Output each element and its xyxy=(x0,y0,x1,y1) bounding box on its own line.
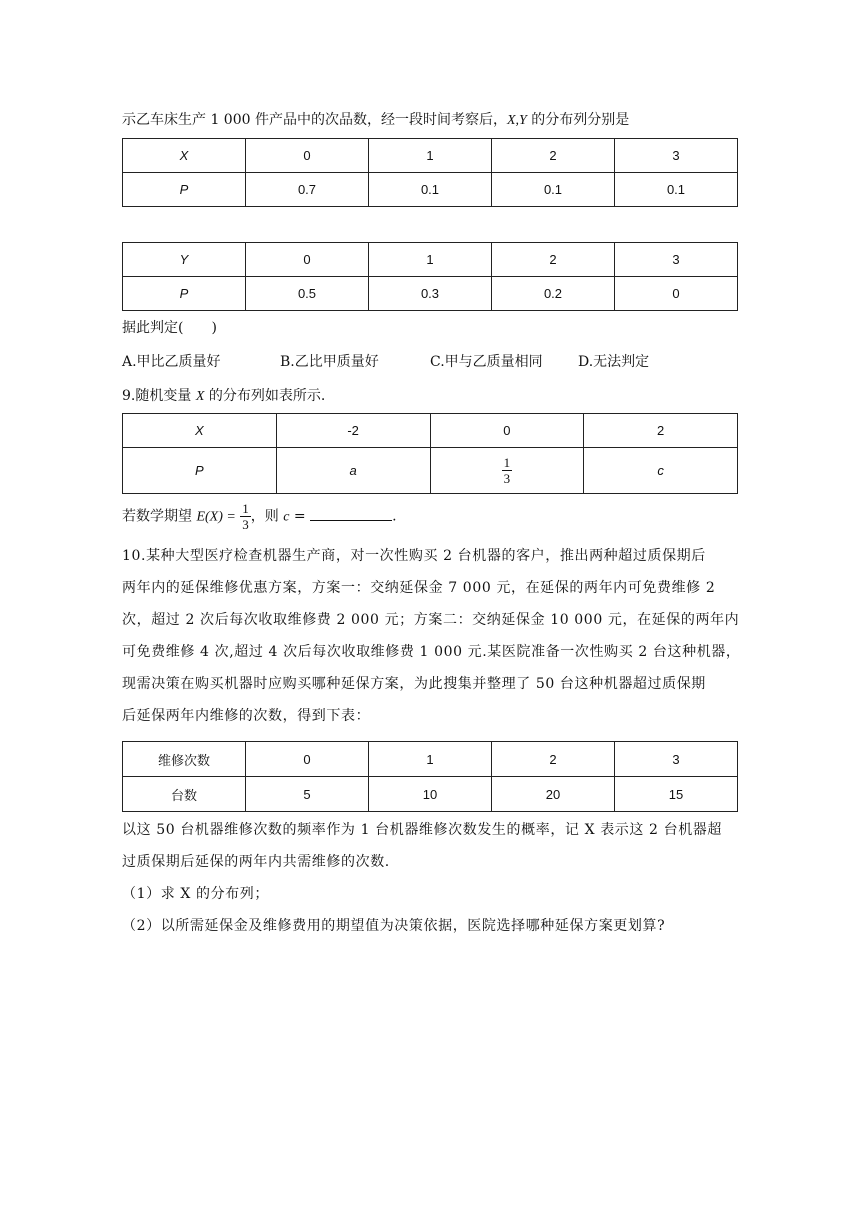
q10-line: 可免费维修 4 次,超过 4 次后每次收取维修费 1 000 元.某医院准备一次性购买 2 台这种机器， xyxy=(122,644,741,660)
intro-tail: 的分布列分别是 xyxy=(526,112,630,128)
table-cell: 0 xyxy=(246,139,369,173)
q10-sub2: （2）以所需延保金及维修费用的期望值为决策依据，医院选择哪种延保方案更划算? xyxy=(122,918,666,934)
table-cell: 2 xyxy=(492,139,615,173)
period: . xyxy=(392,508,397,525)
option-a: A.甲比乙质量好 xyxy=(122,354,221,370)
answer-blank[interactable] xyxy=(310,506,392,521)
table-cell: P xyxy=(123,277,246,311)
table-cell: 10 xyxy=(369,777,492,812)
table-cell: P xyxy=(123,173,246,207)
fraction-numerator: 1 xyxy=(503,455,511,470)
table-cell: 5 xyxy=(246,777,369,812)
table-row xyxy=(123,243,738,277)
option-c: C.甲与乙质量相同 xyxy=(430,354,543,370)
table-row xyxy=(123,742,738,777)
q9-table xyxy=(122,413,738,494)
table-cell: 0 xyxy=(246,243,369,277)
q9-suffix: 的分布列如表所示. xyxy=(204,388,326,404)
table-cell: X xyxy=(123,139,246,173)
fraction-denominator: 3 xyxy=(242,517,249,532)
table-row xyxy=(123,448,738,494)
table-cell: 0 xyxy=(430,414,584,448)
table-cell: P xyxy=(123,448,277,494)
table-cell: 3 xyxy=(615,742,738,777)
table-row xyxy=(123,277,738,311)
intro-text: 示乙车床生产 1 000 件产品中的次品数，经一段时间考察后， xyxy=(122,112,507,128)
q10-line: 现需决策在购买机器时应购买哪种延保方案，为此搜集并整理了 50 台这种机器超过质保期 xyxy=(122,676,706,692)
q10-line: 后延保两年内维修的次数，得到下表： xyxy=(122,708,371,724)
table-cell: 0.1 xyxy=(492,173,615,207)
q10-line: 过质保期后延保的两年内共需维修的次数. xyxy=(122,854,390,870)
exp-math: E(X) = xyxy=(196,509,236,525)
table-cell: 1 xyxy=(369,243,492,277)
table-cell: 0.3 xyxy=(369,277,492,311)
table-cell: 0.2 xyxy=(492,277,615,311)
table-cell: 0.1 xyxy=(615,173,738,207)
exp-then: ，则 xyxy=(250,508,284,525)
distribution-table-y xyxy=(122,242,738,311)
table-cell: a xyxy=(276,448,430,494)
table-cell: 0.7 xyxy=(246,173,369,207)
table-cell: 3 xyxy=(615,139,738,173)
q10-sub1: （1）求 X 的分布列； xyxy=(122,886,269,902)
table-cell: 0 xyxy=(246,742,369,777)
table-row xyxy=(123,414,738,448)
table-cell: 2 xyxy=(584,414,738,448)
table-cell xyxy=(430,448,584,494)
table-cell: 0.1 xyxy=(369,173,492,207)
fraction xyxy=(240,501,251,532)
option-b: B.乙比甲质量好 xyxy=(280,354,379,370)
fraction-numerator: 1 xyxy=(242,501,249,516)
table-cell: c xyxy=(584,448,738,494)
q9-stem xyxy=(122,386,325,407)
table-cell: 0 xyxy=(615,277,738,311)
q10-after xyxy=(122,814,722,942)
table-row xyxy=(123,777,738,812)
option-d: D.无法判定 xyxy=(578,354,650,370)
q9-expectation xyxy=(122,501,397,533)
intro-math: X,Y xyxy=(506,113,527,128)
exp-prefix: 若数学期望 xyxy=(122,508,197,525)
table-cell: 15 xyxy=(615,777,738,812)
equals-sign: = xyxy=(289,508,311,525)
table-cell: Y xyxy=(123,243,246,277)
distribution-table-x xyxy=(122,138,738,207)
fraction xyxy=(502,455,513,486)
q9-prefix: 9.随机变量 xyxy=(122,388,196,404)
table-cell: 2 xyxy=(492,742,615,777)
judge-line: 据此判定( ) xyxy=(122,320,217,336)
table-row xyxy=(123,139,738,173)
c-var: c xyxy=(283,509,290,525)
table-cell: X xyxy=(123,414,277,448)
table-cell: 台数 xyxy=(123,777,246,812)
fraction-denominator: 3 xyxy=(503,471,511,486)
table-cell: 1 xyxy=(369,139,492,173)
intro-line xyxy=(122,110,629,131)
q10-stem xyxy=(122,540,741,732)
q10-line: 次，超过 2 次后每次收取维修费 2 000 元；方案二：交纳延保金 10 000 元，在延保的两年内 xyxy=(122,612,740,628)
q10-table xyxy=(122,741,738,812)
table-cell: 20 xyxy=(492,777,615,812)
q9-var: X xyxy=(195,389,205,404)
table-row xyxy=(123,173,738,207)
table-cell: 维修次数 xyxy=(123,742,246,777)
q10-line: 两年内的延保维修优惠方案，方案一：交纳延保金 7 000 元，在延保的两年内可免费维修 2 xyxy=(122,580,716,596)
q10-line: 以这 50 台机器维修次数的频率作为 1 台机器维修次数发生的概率，记 X 表示这 2 台机器超 xyxy=(122,822,722,838)
table-cell: 2 xyxy=(492,243,615,277)
table-cell: 3 xyxy=(615,243,738,277)
table-cell: 1 xyxy=(369,742,492,777)
table-cell: 0.5 xyxy=(246,277,369,311)
q10-line: 10.某种大型医疗检查机器生产商，对一次性购买 2 台机器的客户，推出两种超过质保期后 xyxy=(122,548,706,564)
table-cell: -2 xyxy=(276,414,430,448)
